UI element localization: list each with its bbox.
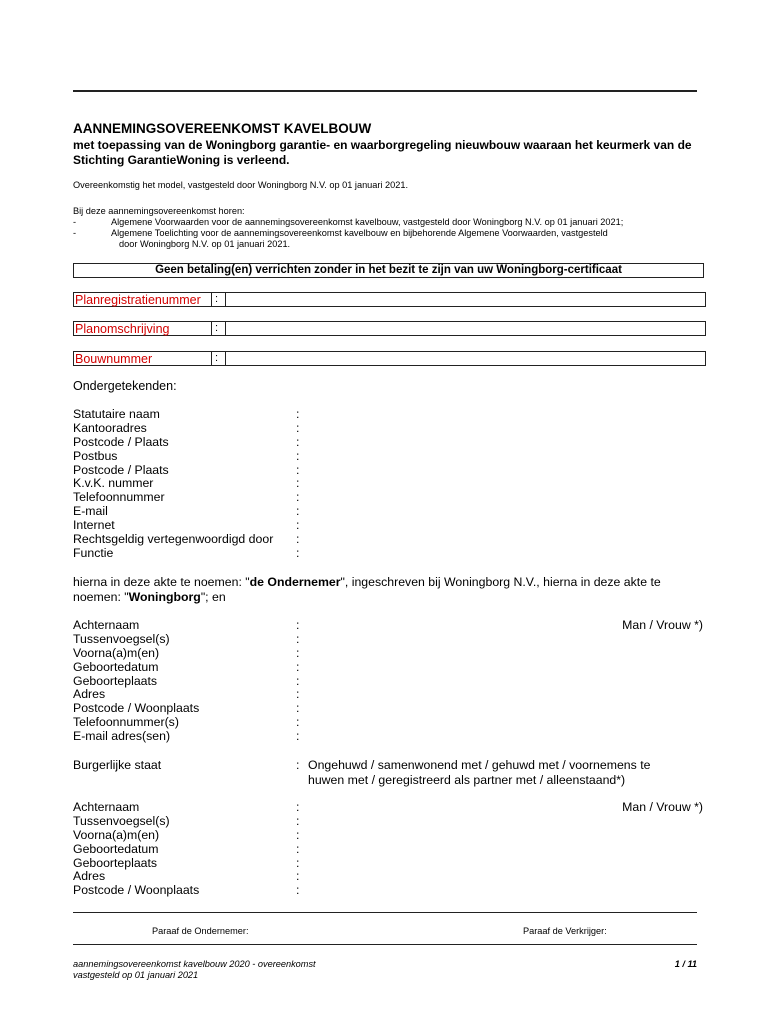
verkrijger-1-details bbox=[73, 619, 703, 744]
page-number: 1 / 11 bbox=[674, 959, 697, 969]
row-label: Telefoonnummer(s) bbox=[73, 715, 179, 730]
ondernemer-details bbox=[73, 408, 703, 561]
hierna-text: hierna in deze akte te noemen: " bbox=[73, 575, 250, 589]
row-colon: : bbox=[296, 518, 300, 533]
ondergetekenden-heading: Ondergetekenden: bbox=[73, 379, 177, 393]
signature-divider bbox=[73, 912, 697, 913]
row-label: Postcode / Woonplaats bbox=[73, 883, 200, 898]
hierna-text: "; en bbox=[200, 590, 226, 604]
detail-row bbox=[73, 533, 703, 547]
row-colon: : bbox=[296, 659, 300, 674]
row-label: Adres bbox=[73, 687, 106, 702]
gender-option[interactable]: Man / Vrouw *) bbox=[622, 800, 703, 814]
detail-row bbox=[73, 801, 703, 815]
detail-row bbox=[73, 688, 703, 702]
row-colon: : bbox=[296, 813, 300, 828]
detail-row bbox=[73, 436, 703, 450]
detail-row bbox=[73, 774, 703, 789]
row-colon: : bbox=[296, 869, 300, 884]
field-separator: : bbox=[215, 293, 226, 306]
detail-row bbox=[73, 702, 703, 716]
row-colon: : bbox=[296, 545, 300, 560]
row-colon: : bbox=[296, 855, 300, 870]
row-label: Postcode / Woonplaats bbox=[73, 701, 200, 716]
detail-row bbox=[73, 661, 703, 675]
burgerlijke-staat-options-cont[interactable]: huwen met / geregistreerd als partner met / alleenstaand*) bbox=[308, 773, 626, 787]
horen-item-text: Algemene Voorwaarden voor de aannemingsovereenkomst kavelbouw, vastgesteld door Woningborg N.V. op 01 januari 2021; bbox=[111, 217, 624, 227]
detail-row bbox=[73, 450, 703, 464]
gender-option[interactable]: Man / Vrouw *) bbox=[622, 618, 703, 632]
verkrijger-2-details bbox=[73, 801, 703, 898]
detail-row bbox=[73, 633, 703, 647]
row-label: Geboortedatum bbox=[73, 841, 159, 856]
document-subtitle: met toepassing van de Woningborg garantie- en waarborgregeling nieuwbouw waaraan het keurmerk van de Stichting GarantieWoning is verleend. bbox=[73, 138, 692, 167]
row-colon: : bbox=[296, 504, 300, 519]
paraaf-verkrijger: Paraaf de Verkrijger: bbox=[523, 926, 607, 936]
row-colon: : bbox=[296, 645, 300, 660]
burgerlijke-staat-options[interactable]: Ongehuwd / samenwonend met / gehuwd met / voornemens te bbox=[308, 758, 651, 772]
detail-row bbox=[73, 477, 703, 491]
bouwnummer-field[interactable] bbox=[73, 351, 706, 366]
woningborg-term: Woningborg bbox=[128, 590, 201, 604]
detail-row bbox=[73, 815, 703, 829]
detail-row bbox=[73, 857, 703, 871]
detail-row bbox=[73, 505, 703, 519]
row-label: Internet bbox=[73, 518, 115, 533]
row-colon: : bbox=[296, 532, 300, 547]
burgerlijke-staat-row bbox=[73, 759, 703, 789]
row-colon: : bbox=[296, 618, 300, 632]
detail-row bbox=[73, 675, 703, 689]
row-colon: : bbox=[296, 673, 300, 688]
row-label: Voorna(a)m(en) bbox=[73, 827, 160, 842]
detail-row bbox=[73, 408, 703, 422]
planregistratienummer-field[interactable] bbox=[73, 292, 706, 307]
footer-document-date: vastgesteld op 01 januari 2021 bbox=[73, 970, 199, 980]
horen-item-text-cont: door Woningborg N.V. op 01 januari 2021. bbox=[119, 239, 291, 249]
row-colon: : bbox=[296, 883, 300, 898]
detail-row bbox=[73, 870, 703, 884]
row-label: Geboortedatum bbox=[73, 659, 159, 674]
row-label: Tussenvoegsel(s) bbox=[73, 813, 170, 828]
top-divider bbox=[73, 90, 697, 92]
row-label: Rechtsgeldig vertegenwoordigd door bbox=[73, 532, 274, 547]
row-label: Tussenvoegsel(s) bbox=[73, 631, 170, 646]
model-note: Overeenkomstig het model, vastgesteld door Woningborg N.V. op 01 januari 2021. bbox=[73, 180, 409, 190]
row-label: Postbus bbox=[73, 448, 118, 463]
detail-row bbox=[73, 422, 703, 436]
detail-row bbox=[73, 619, 703, 633]
row-colon: : bbox=[296, 434, 300, 449]
payment-notice: Geen betaling(en) verrichten zonder in het bezit te zijn van uw Woningborg-certificaat bbox=[73, 263, 704, 278]
detail-row bbox=[73, 759, 703, 774]
row-label: E-mail adres(sen) bbox=[73, 729, 171, 744]
row-colon: : bbox=[296, 462, 300, 477]
footer-divider bbox=[73, 944, 697, 945]
field-label: Planomschrijving bbox=[74, 322, 212, 335]
row-colon: : bbox=[296, 827, 300, 842]
hierna-paragraph bbox=[73, 575, 708, 605]
horen-item-dash: - bbox=[73, 228, 77, 238]
row-colon: : bbox=[296, 715, 300, 730]
row-colon: : bbox=[296, 476, 300, 491]
field-label: Planregistratienummer bbox=[74, 293, 212, 306]
detail-row bbox=[73, 730, 703, 744]
paraaf-ondernemer: Paraaf de Ondernemer: bbox=[152, 926, 249, 936]
row-label: K.v.K. nummer bbox=[73, 476, 154, 491]
hierna-text: ", ingeschreven bij Woningborg N.V., hierna in deze akte te bbox=[340, 575, 661, 589]
row-label: Geboorteplaats bbox=[73, 855, 158, 870]
row-label: Kantooradres bbox=[73, 420, 147, 435]
horen-intro: Bij deze aannemingsovereenkomst horen: bbox=[73, 206, 245, 216]
detail-row bbox=[73, 884, 703, 898]
row-label: Postcode / Plaats bbox=[73, 434, 169, 449]
row-colon: : bbox=[296, 800, 300, 814]
detail-row bbox=[73, 491, 703, 505]
row-colon: : bbox=[296, 729, 300, 744]
ondernemer-term: de Ondernemer bbox=[249, 575, 341, 589]
row-colon: : bbox=[296, 701, 300, 716]
planomschrijving-field[interactable] bbox=[73, 321, 706, 336]
row-label: Telefoonnummer bbox=[73, 490, 165, 505]
row-label: Achternaam bbox=[73, 618, 140, 632]
horen-item-text: Algemene Toelichting voor de aannemingsovereenkomst kavelbouw en bijbehorende Algemene Voorwaarden, vastgesteld bbox=[111, 228, 608, 238]
footer-document-name: aannemingsovereenkomst kavelbouw 2020 - overeenkomst bbox=[73, 959, 316, 969]
detail-row bbox=[73, 716, 703, 730]
row-label: Adres bbox=[73, 869, 106, 884]
row-label: Geboorteplaats bbox=[73, 673, 158, 688]
detail-row bbox=[73, 843, 703, 857]
field-label: Bouwnummer bbox=[74, 352, 212, 365]
row-colon: : bbox=[296, 420, 300, 435]
row-label: Functie bbox=[73, 545, 114, 560]
row-colon: : bbox=[296, 841, 300, 856]
field-separator: : bbox=[215, 322, 226, 335]
row-colon: : bbox=[296, 490, 300, 505]
row-colon: : bbox=[296, 407, 300, 421]
hierna-text: noemen: " bbox=[73, 590, 129, 604]
detail-row bbox=[73, 647, 703, 661]
row-label: Achternaam bbox=[73, 800, 140, 814]
document-title: AANNEMINGSOVEREENKOMST KAVELBOUW bbox=[73, 121, 372, 136]
field-separator: : bbox=[215, 352, 226, 365]
row-label: Voorna(a)m(en) bbox=[73, 645, 160, 660]
row-colon: : bbox=[296, 758, 300, 772]
detail-row bbox=[73, 519, 703, 533]
row-label: Statutaire naam bbox=[73, 407, 160, 421]
detail-row bbox=[73, 464, 703, 478]
horen-item-dash: - bbox=[73, 217, 77, 227]
detail-row bbox=[73, 829, 703, 843]
row-label: E-mail bbox=[73, 504, 108, 519]
row-label: Burgerlijke staat bbox=[73, 758, 162, 772]
row-colon: : bbox=[296, 687, 300, 702]
row-colon: : bbox=[296, 448, 300, 463]
detail-row bbox=[73, 547, 703, 561]
row-label: Postcode / Plaats bbox=[73, 462, 169, 477]
row-colon: : bbox=[296, 631, 300, 646]
